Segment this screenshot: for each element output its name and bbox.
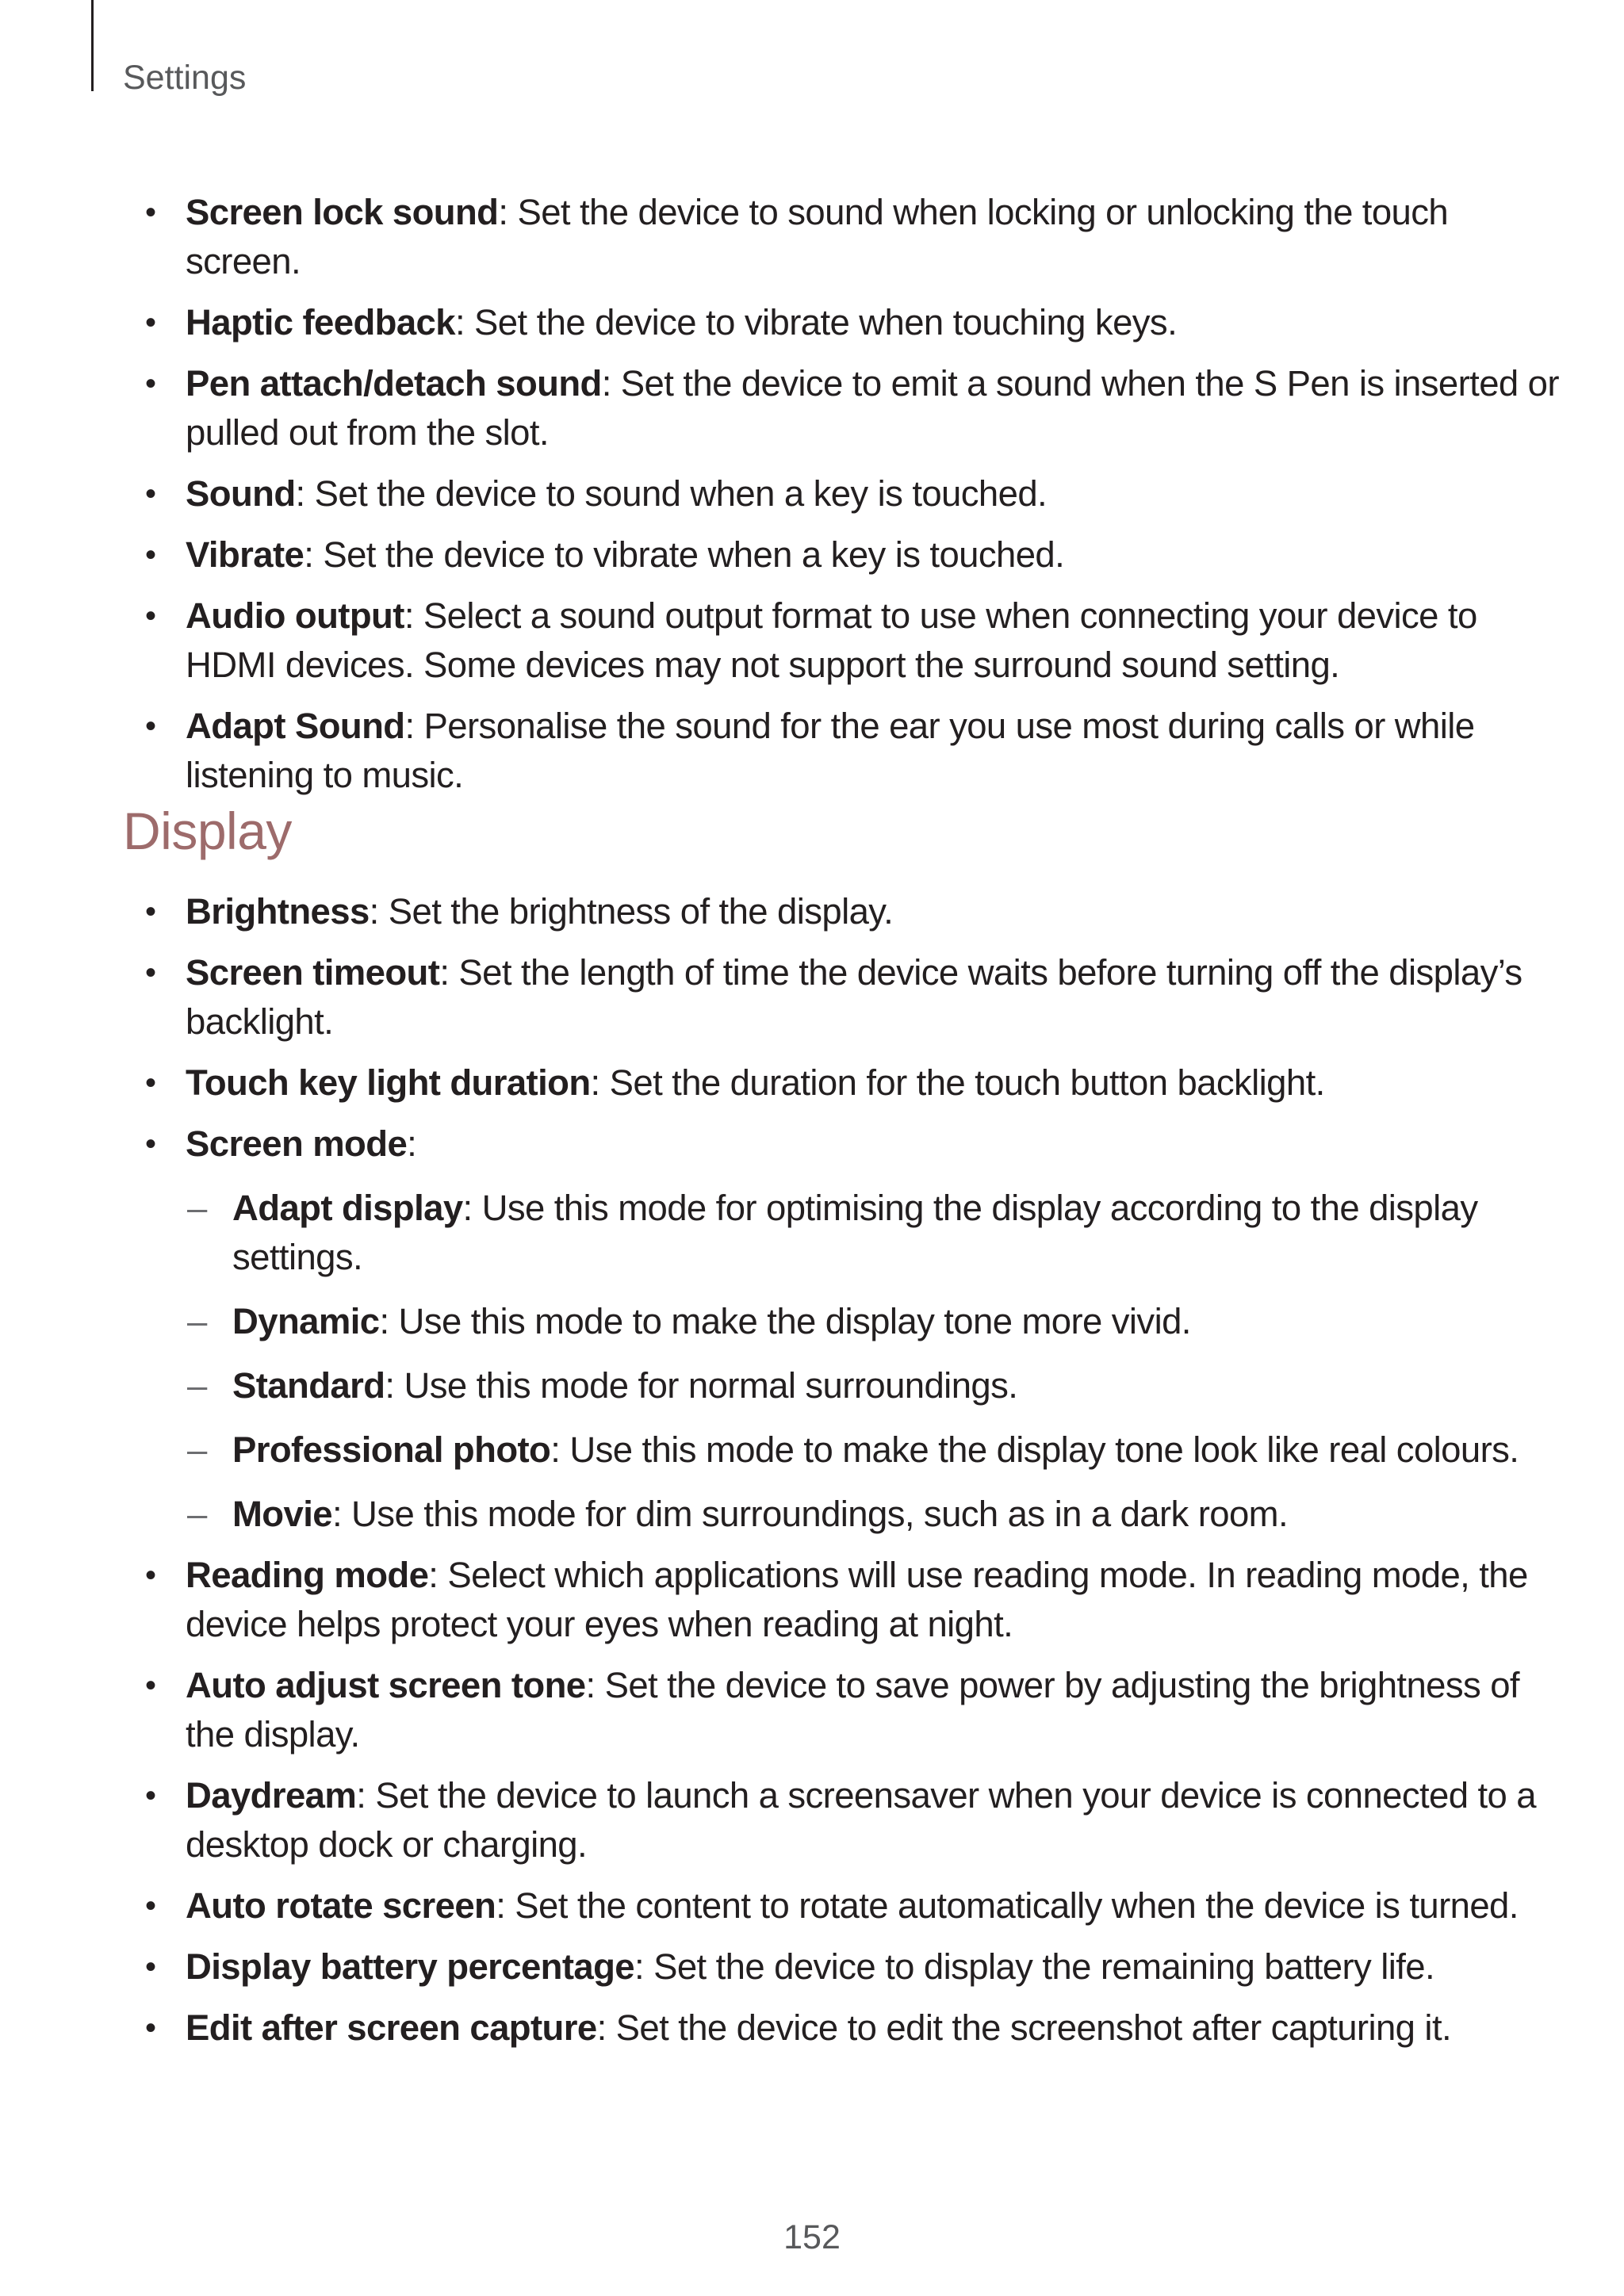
item-term: Edit after screen capture bbox=[186, 2007, 597, 2048]
sub-list-item bbox=[0, 1184, 1624, 1282]
item-description: : bbox=[407, 1123, 417, 1164]
dash-icon: – bbox=[187, 1301, 207, 1341]
bullet-icon: • bbox=[145, 709, 156, 744]
list-item bbox=[0, 1771, 1624, 1869]
item-description: : Set the device to vibrate when touching keys. bbox=[454, 302, 1178, 342]
section-title-display: Display bbox=[123, 802, 292, 860]
item-description: : Use this mode to make the display tone look like real colours. bbox=[550, 1429, 1519, 1470]
item-term: Touch key light duration bbox=[186, 1062, 591, 1103]
item-term: Adapt Sound bbox=[186, 706, 405, 746]
list-item bbox=[0, 1661, 1624, 1759]
list-item bbox=[0, 188, 1624, 286]
item-term: Brightness bbox=[186, 891, 370, 932]
sub-list-item bbox=[0, 1490, 1624, 1539]
list-item bbox=[0, 298, 1624, 347]
bullet-icon: • bbox=[145, 1558, 156, 1593]
item-term: Auto rotate screen bbox=[186, 1885, 496, 1926]
item-description: : Set the device to vibrate when a key is touched. bbox=[304, 534, 1065, 575]
item-term: Movie bbox=[232, 1494, 332, 1534]
item-description: : Set the device to emit a sound when the S Pen is inserted or pulled out from the slot. bbox=[186, 363, 1559, 453]
item-description: : Personalise the sound for the ear you use most during calls or while listening to music. bbox=[186, 706, 1475, 795]
bullet-icon: • bbox=[145, 894, 156, 929]
list-item bbox=[0, 1058, 1624, 1108]
item-description: : Use this mode for optimising the display according to the display settings. bbox=[232, 1188, 1478, 1277]
bullet-icon: • bbox=[145, 1888, 156, 1923]
item-description: : Set the device to save power by adjusting the brightness of the display. bbox=[186, 1665, 1519, 1755]
item-description: : Set the device to launch a screensaver when your device is connected to a desktop dock or charging. bbox=[186, 1775, 1536, 1865]
bullet-icon: • bbox=[145, 2011, 156, 2045]
list-item bbox=[0, 530, 1624, 580]
bullet-icon: • bbox=[145, 1127, 156, 1161]
item-term: Standard bbox=[232, 1365, 385, 1406]
bullet-icon: • bbox=[145, 1668, 156, 1703]
list-item bbox=[0, 469, 1624, 519]
display-settings-list bbox=[0, 887, 1624, 2064]
item-description: : Set the device to sound when a key is touched. bbox=[295, 473, 1048, 514]
dash-icon: – bbox=[187, 1429, 207, 1470]
item-term: Dynamic bbox=[232, 1301, 380, 1341]
item-description: : Set the device to sound when locking or unlocking the touch screen. bbox=[186, 192, 1449, 281]
bullet-icon: • bbox=[145, 955, 156, 990]
item-description: : Select a sound output format to use when connecting your device to HDMI devices. Some devices may not support the surround sound setting. bbox=[186, 595, 1477, 685]
dash-icon: – bbox=[187, 1188, 207, 1228]
bullet-icon: • bbox=[145, 195, 156, 230]
bullet-icon: • bbox=[145, 538, 156, 572]
page-number: 152 bbox=[783, 2218, 841, 2256]
item-description: : Select which applications will use reading mode. In reading mode, the device helps protect your eyes when reading at night. bbox=[186, 1555, 1528, 1644]
list-item bbox=[0, 1551, 1624, 1649]
item-description: : Use this mode for dim surroundings, such as in a dark room. bbox=[331, 1494, 1289, 1534]
corner-rule bbox=[91, 0, 94, 91]
dash-icon: – bbox=[187, 1365, 207, 1406]
item-description: : Set the content to rotate automatically when the device is turned. bbox=[496, 1885, 1519, 1926]
item-term: Screen lock sound bbox=[186, 192, 499, 232]
list-item bbox=[0, 591, 1624, 690]
item-term: Vibrate bbox=[186, 534, 304, 575]
item-description: : Use this mode for normal surroundings. bbox=[385, 1365, 1018, 1406]
bullet-icon: • bbox=[145, 1778, 156, 1813]
item-term: Professional photo bbox=[232, 1429, 551, 1470]
list-item bbox=[0, 1942, 1624, 1992]
item-description: : Set the device to edit the screenshot after capturing it. bbox=[596, 2007, 1452, 2048]
item-term: Auto adjust screen tone bbox=[186, 1665, 586, 1705]
dash-icon: – bbox=[187, 1494, 207, 1534]
item-term: Display battery percentage bbox=[186, 1946, 635, 1987]
list-item bbox=[0, 948, 1624, 1047]
item-description: : Use this mode to make the display tone more vivid. bbox=[379, 1301, 1191, 1341]
item-description: : Set the length of time the device waits before turning off the display’s backlight. bbox=[186, 952, 1522, 1042]
list-item bbox=[0, 887, 1624, 936]
list-item bbox=[0, 2003, 1624, 2053]
bullet-icon: • bbox=[145, 366, 156, 401]
list-item bbox=[0, 1119, 1624, 1169]
list-item bbox=[0, 359, 1624, 457]
sound-settings-list bbox=[0, 188, 1624, 812]
running-header: Settings bbox=[123, 59, 247, 97]
item-term: Screen mode bbox=[186, 1123, 408, 1164]
item-term: Audio output bbox=[186, 595, 404, 636]
item-term: Pen attach/detach sound bbox=[186, 363, 602, 404]
item-term: Adapt display bbox=[232, 1188, 463, 1228]
bullet-icon: • bbox=[145, 305, 156, 340]
bullet-icon: • bbox=[145, 476, 156, 511]
item-description: : Set the brightness of the display. bbox=[369, 891, 894, 932]
item-term: Reading mode bbox=[186, 1555, 429, 1595]
bullet-icon: • bbox=[145, 1950, 156, 1984]
item-term: Screen timeout bbox=[186, 952, 440, 993]
item-term: Sound bbox=[186, 473, 296, 514]
list-item bbox=[0, 702, 1624, 800]
item-term: Daydream bbox=[186, 1775, 357, 1816]
list-item bbox=[0, 1881, 1624, 1931]
item-description: : Set the duration for the touch button backlight. bbox=[590, 1062, 1325, 1103]
sub-list-item bbox=[0, 1425, 1624, 1475]
sub-list-item bbox=[0, 1361, 1624, 1410]
item-description: : Set the device to display the remaining battery life. bbox=[634, 1946, 1435, 1987]
sub-list-item bbox=[0, 1297, 1624, 1346]
bullet-icon: • bbox=[145, 1066, 156, 1100]
bullet-icon: • bbox=[145, 599, 156, 633]
item-term: Haptic feedback bbox=[186, 302, 455, 342]
